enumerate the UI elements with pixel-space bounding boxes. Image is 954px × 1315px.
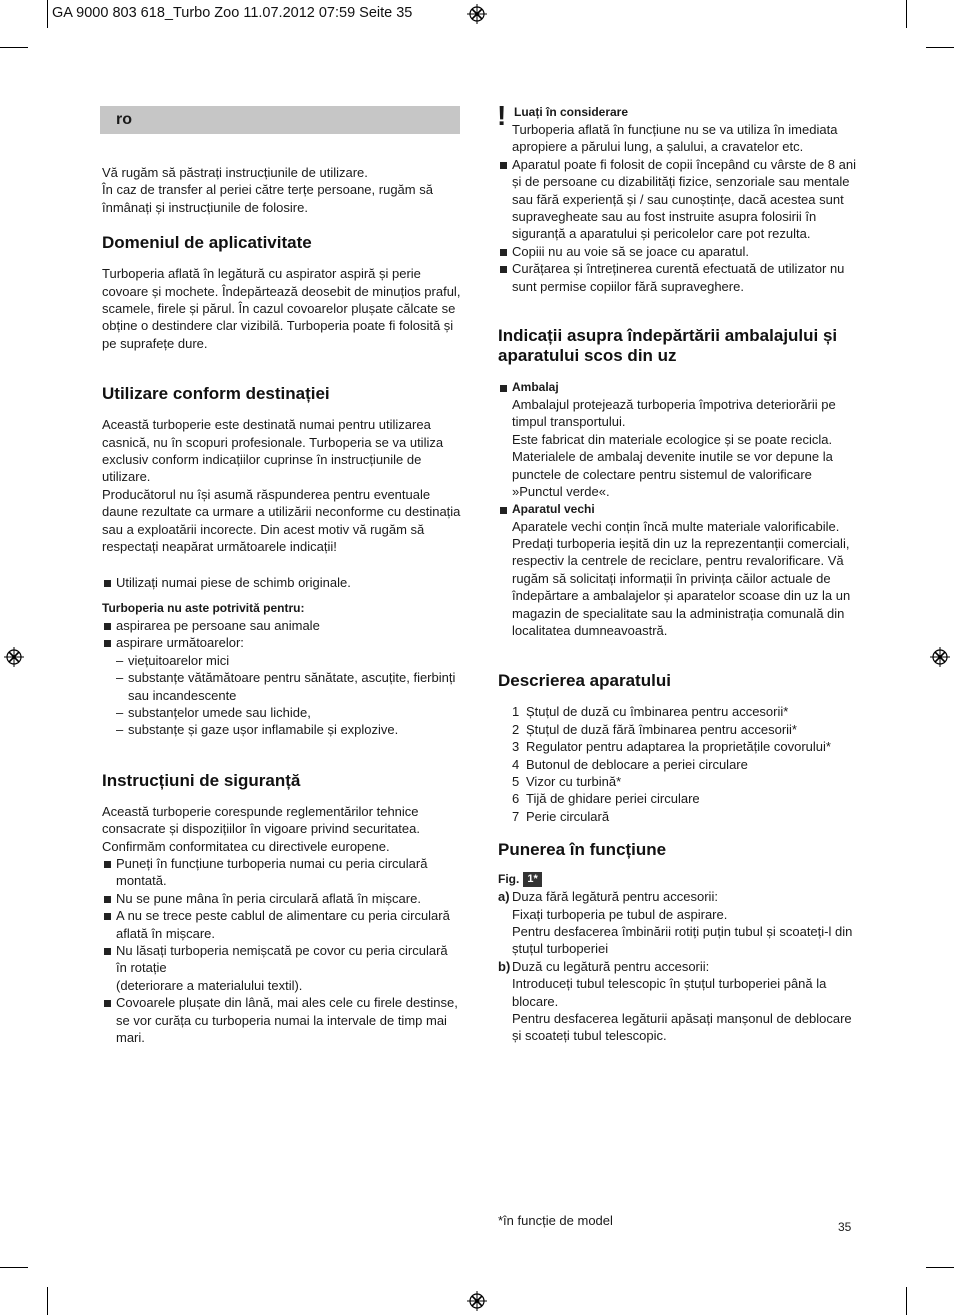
list-item: Curățarea și întreținerea curentă efectuată de utilizator nu sunt permise copiilor fără supraveghere. [498,260,858,295]
crop-mark [0,47,28,48]
list-item: Nu se pune mâna în peria circulară aflată în mișcare. [102,890,462,907]
list-item: 4 Butonul de deblocare a periei circulare [512,756,748,772]
safety-bullet-list [102,855,462,1046]
packaging-text: Ambalajul protejează turboperia împotriva deteriorării pe timpul transportului. Este fabricat din materiale ecologice și se poate recicla. Materialele de ambalaj devenite inutile se vor depune la punctele de colectare pentru sistemul de valorificare »Punctul verde«. [512,397,836,500]
footnote: *în funcție de model [498,1213,613,1228]
list-item: 7 Perie circulară [512,808,610,824]
section-title-operation: Punerea în funcțiune [498,840,667,860]
crop-mark [906,1287,907,1315]
old-device-label: Aparatul vechi [512,501,595,516]
registration-mark-icon [467,4,487,24]
bullet-square [500,385,507,392]
crop-mark [926,1267,954,1268]
list-item: 6 Tijă de ghidare periei circulare [512,791,700,807]
list-item: – substanțe vătămătoare pentru sănătate, ascuțite, fierbinți sau incandescente [102,669,462,704]
list-item: Utilizați numai piese de schimb originale. [102,574,462,591]
list-item: Nu lăsați turboperia nemișcată pe covor cu peria circulară în rotație (deteriorare a materialului textil). [102,942,462,994]
list-item: Aparatul poate fi folosit de copii începând cu vârste de 8 ani și de persoane cu dizabilități fizice, senzoriale sau mentale sau fără experiență și / sau cunoștințe, dacă acestea sunt supravegheate sau au fost instruite asupra folosirii în siguranță a aparatului și pericolelor care pot rezulta. [498,156,858,243]
parts-list [498,703,858,825]
old-device-text: Aparatele vechi conțin încă multe materiale valorificabile. Predați turboperia ieșită din uz la reprezentanții comerciali, respectiv la centrele de reciclare, pentru revalorificare. Vă rugăm să solicitați informații în privința căilor actuale de îndepărtare a ambalajelor și aparatelor scoase din uz la un magazin de specialitate sau la administrația comunală din localitatea dumneavoastră. [512,518,851,638]
usage-bullet-list [102,574,462,591]
section-title-disposal: Indicații asupra îndepărtării ambalajului și aparatului scos din uz [498,326,838,366]
registration-mark-icon [930,647,950,667]
registration-mark-icon [467,1291,487,1311]
step-a-text: Duza fără legătură pentru accesorii: Fixați turboperia pe tubul de aspirare. Pentru desfacerea îmbinării rotiți puțin tubul și scoateți-l din ștuțul turboperiei [512,889,853,957]
list-item: 2 Ștuțul de duză fără îmbinarea pentru accesorii* [512,721,797,737]
packaging-item [498,379,858,500]
language-bar [100,106,460,134]
usage-text: Această turboperie este destinată numai pentru utilizarea casnică, nu în scopuri profesionale. Turboperia se va utiliza exclusiv conform indicațiilor cuprinse în instrucțiunile de utilizare. Producătorul nu își asumă răspunderea pentru eventuale daune rezultate ca urmare a utilizării neconforme cu destinația sau a exploatării incorecte. Din acest motiv vă rugăm să respectați neapărat următoarele indicații! [102,417,461,555]
page-number: 35 [838,1220,852,1234]
crop-mark [906,0,907,28]
not-suitable-title: Turboperia nu aste potrivită pentru: [102,600,305,615]
not-suitable-sublist [102,652,462,739]
safety-text: Această turboperie corespunde reglementărilor tehnice consacrate și dispozițiilor în vigoare privind securitatea. Confirmăm conformitatea cu directivele europene. [102,803,420,854]
step-b-label: b) [498,958,511,974]
not-suitable-list [102,617,462,652]
figure-reference [498,870,858,888]
step-a [498,888,858,958]
step-b-text: Duză cu legătură pentru accesorii: Introduceți tubul telescopic în ștuțul turboperiei până la blocare. Pentru desfacerea legăturii apăsați manșonul de deblocare și scoateți tubul telescopic. [512,958,852,1044]
list-item: 5 Vizor cu turbină* [512,773,622,789]
list-item: – substanțelor umede sau lichide, [102,704,462,721]
attention-mark-icon: ! [497,100,507,131]
fig-badge: 1* [523,872,541,887]
fig-label: Fig. [498,872,520,887]
attention-first: Turboperia aflată în funcțiune nu se va utiliza în imediata apropiere a părului lung, a șalului, a cravatelor etc. [512,122,838,155]
section-title-safety: Instrucțiuni de siguranță [102,770,301,790]
list-item: – viețuitoarelor mici [102,652,462,669]
step-b [498,958,858,1045]
registration-mark-icon [4,647,24,667]
crop-mark [0,1267,28,1268]
list-item: – substanțe și gaze ușor inflamabile și explozive. [102,721,462,738]
packaging-label: Ambalaj [512,380,559,395]
domain-text: Turboperia aflată în legătură cu aspirator aspiră și perie covoare și mochete. Îndepărtează deosebit de minuțios praful, scamele, firele și părul. În cazul covoarelor plușate călcate se obține o destindere clar vizibilă. Turboperia poate fi folosită și pe suprafețe dure. [102,266,461,351]
print-header: GA 9000 803 618_Turbo Zoo 11.07.2012 07:59 Seite 35 [52,5,413,21]
attention-bullet-list [498,156,858,295]
crop-mark [47,1287,48,1315]
list-item: 3 Regulator pentru adaptarea la proprietățile covorului* [512,739,831,755]
attention-title: Luați în considerare [514,105,629,119]
section-title-usage: Utilizare conform destinației [102,384,330,404]
list-item: A nu se trece peste cablul de alimentare cu peria circulară aflată în mișcare. [102,907,462,942]
crop-mark [926,47,954,48]
list-item: 1 Ștuțul de duză cu îmbinarea pentru accesorii* [512,704,789,720]
old-device-item [498,501,858,640]
list-item: Puneți în funcțiune turboperia numai cu peria circulară montată. [102,855,462,890]
attention-block [497,100,858,295]
right-column [497,100,858,1045]
list-item: aspirare următoarelor: [102,634,462,651]
list-item: Covoarele plușate din lână, mai ales cele cu firele destinse, se vor curăța cu turboperia numai la intervale de timp mai mari. [102,994,462,1046]
section-title-description: Descrierea aparatului [498,671,671,691]
left-column [102,164,462,1046]
bullet-square [500,507,507,514]
step-a-label: a) [498,889,510,905]
crop-mark [47,0,48,28]
language-label: ro [116,111,132,128]
list-item: Copiii nu au voie să se joace cu aparatul. [498,243,858,260]
section-title-domain: Domeniul de aplicativitate [102,233,312,253]
list-item: aspirarea pe persoane sau animale [102,617,462,634]
intro-text: Vă rugăm să păstrați instrucțiunile de utilizare. În caz de transfer al periei către terțe persoane, rugăm să înmânați și instrucțiunile de folosire. [102,165,433,215]
